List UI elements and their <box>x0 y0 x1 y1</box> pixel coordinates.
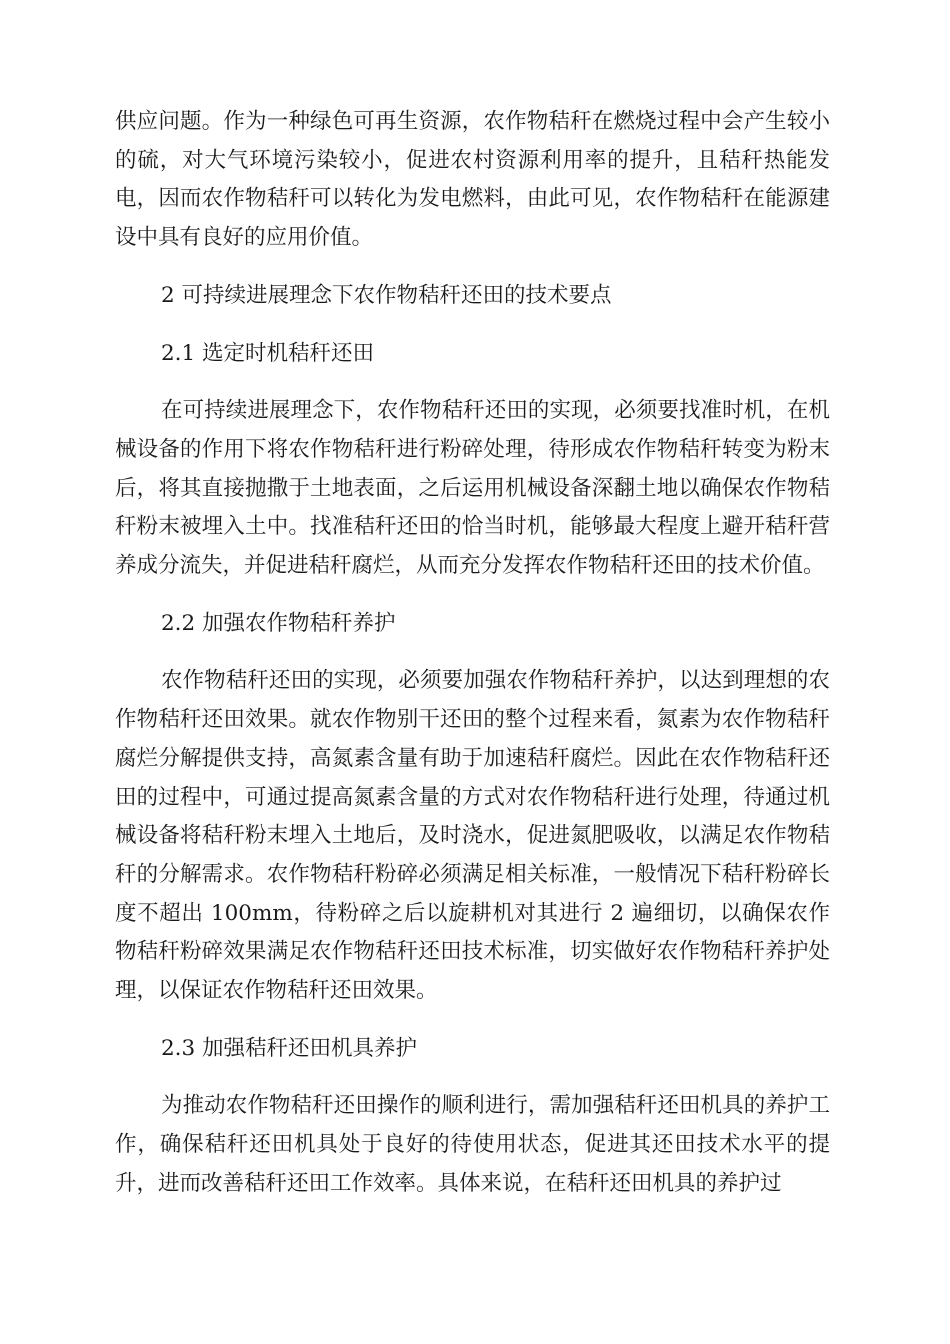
section-heading-2: 2 可持续进展理念下农作物秸秆还田的技术要点 <box>161 282 612 308</box>
subsection-heading-2-3: 2.3 加强秸秆还田机具养护 <box>161 1035 418 1061</box>
paragraph-timing: 在可持续进展理念下，农作物秸秆还田的实现，必须要找准时机，在机械设备的作用下将农作物秸秆进行粉碎处理，待形成农作物秸秆转变为粉末后，将其直接抛撒于土地表面，之后运用机械设备深翻土地以确保农作物秸秆粉末被埋入土中。找准秸秆还田的恰当时机，能够最大程度上避开秸秆营养成分流失，并促进秸秆腐烂，从而充分发挥农作物秸秆还田的技术价值。 <box>115 398 830 579</box>
paragraph-energy-value: 供应问题。作为一种绿色可再生资源，农作物秸秆在燃烧过程中会产生较小的硫，对大气环境污染较小，促进农村资源利用率的提升，且秸秆热能发电，因而农作物秸秆可以转化为发电燃料，由此可见，农作物秸秆在能源建设中具有良好的应用价值。 <box>115 109 830 251</box>
paragraph-machinery-maintenance: 为推动农作物秸秆还田操作的顺利进行，需加强秸秆还田机具的养护工作，确保秸秆还田机具处于良好的待使用状态，促进其还田技术水平的提升，进而改善秸秆还田工作效率。具体来说，在秸秆还田机具的养护过 <box>115 1093 830 1196</box>
paragraph-straw-maintenance: 农作物秸秆还田的实现，必须要加强农作物秸秆养护，以达到理想的农作物秸秆还田效果。就农作物别干还田的整个过程来看，氮素为农作物秸秆腐烂分解提供支持，高氮素含量有助于加速秸秆腐烂。因此在农作物秸秆还田的过程中，可通过提高氮素含量的方式对农作物秸秆进行处理，待通过机械设备将秸秆粉末埋入土地后，及时浇水，促进氮肥吸收，以满足农作物秸秆的分解需求。农作物秸秆粉碎必须满足相关标准，一般情况下秸秆粉碎长度不超出 100mm，待粉碎之后以旋耕机对其进行 2 遍细切，以确保农作物秸秆粉碎效果满足农作物秸秆还田技术标准，切实做好农作物秸秆养护处理，以保证农作物秸秆还田效果。 <box>115 668 830 1004</box>
document-page <box>115 103 830 1204</box>
subsection-heading-2-1: 2.1 选定时机秸秆还田 <box>161 340 375 366</box>
subsection-heading-2-2: 2.2 加强农作物秸秆养护 <box>161 610 396 636</box>
